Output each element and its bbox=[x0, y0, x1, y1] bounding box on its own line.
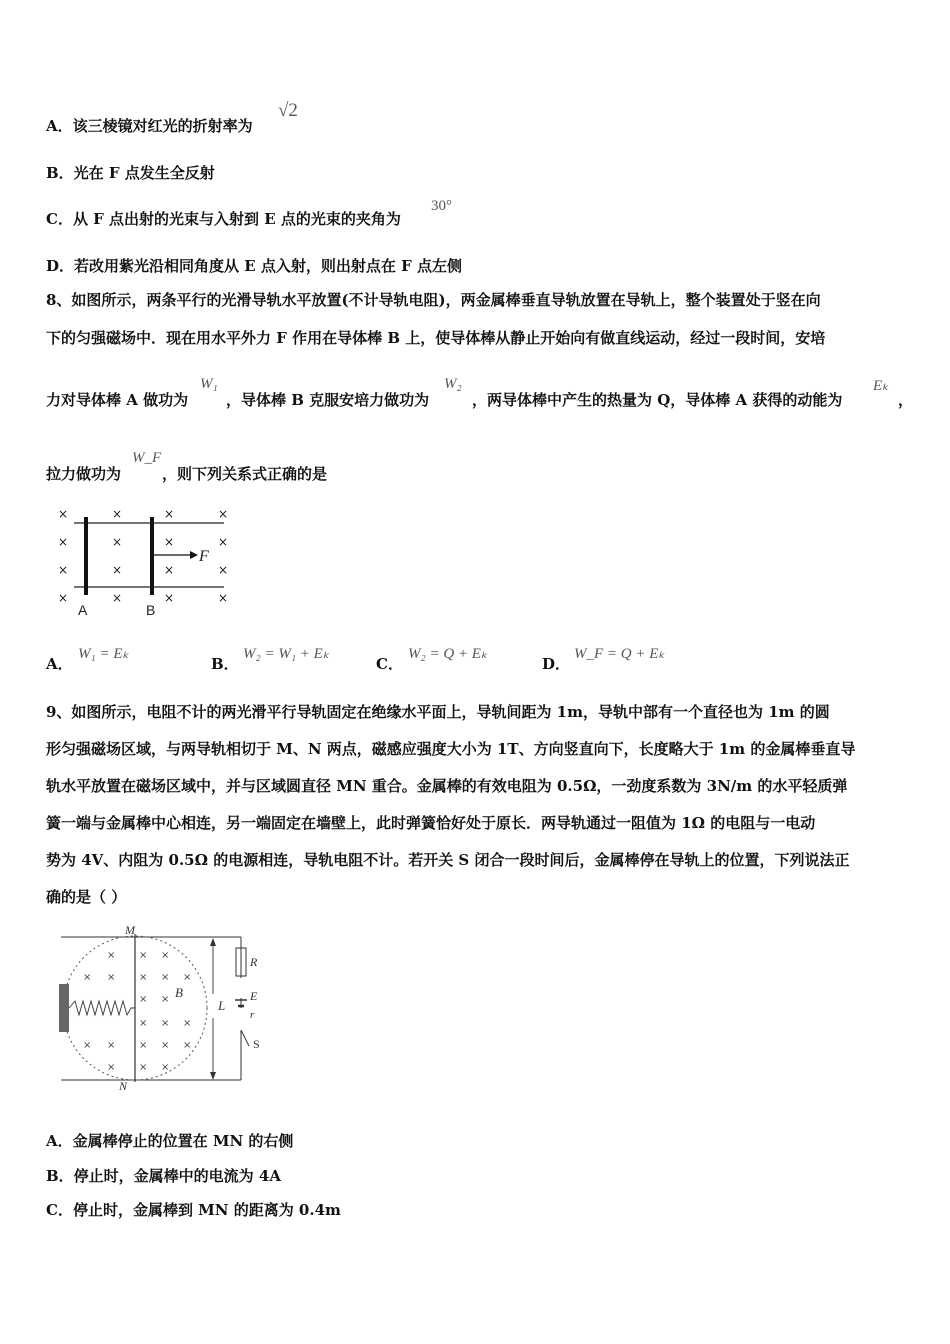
q8-cross: × bbox=[164, 535, 175, 549]
q7-option-c bbox=[46, 209, 401, 229]
q8-cross: × bbox=[58, 591, 69, 605]
q8-ek: Eₖ bbox=[873, 378, 889, 394]
q8-line-2: 下的匀强磁场中．现在用水平外力 F 作用在导体棒 B 上，使导体棒从静止开始向有做直线运动，经过一段时间，安培 bbox=[46, 329, 826, 347]
q8-cross: × bbox=[218, 535, 229, 549]
q9-wall bbox=[59, 984, 69, 1032]
q9-cross: × bbox=[183, 1040, 192, 1051]
q8-rails-figure bbox=[52, 505, 237, 620]
q7-option-d: D．若改用紫光沿相同角度从 E 点入射，则出射点在 F 点左侧 bbox=[46, 257, 462, 275]
q8-cross: × bbox=[218, 591, 229, 605]
q9-cross: × bbox=[161, 1040, 170, 1051]
q9-label-s: S bbox=[253, 1037, 260, 1051]
q8-wf: W_F bbox=[132, 450, 162, 466]
q9-switch-s bbox=[241, 1030, 249, 1046]
q9-label-e: E bbox=[250, 989, 258, 1003]
q9-cross: × bbox=[161, 1018, 170, 1029]
q8-cross: × bbox=[218, 563, 229, 577]
q8-force-arrowhead bbox=[190, 551, 198, 559]
q9-option-b: B．停止时，金属棒中的电流为 4A bbox=[46, 1167, 281, 1185]
q9-length-arrowhead-top bbox=[210, 938, 216, 946]
q9-label-l: L bbox=[218, 998, 226, 1013]
q9-label-r-small: r bbox=[250, 1009, 255, 1021]
q7-option-b: B．光在 F 点发生全反射 bbox=[46, 164, 215, 182]
q9-label-b: B bbox=[175, 985, 183, 1000]
q9-line-1: 9、如图所示，电阻不计的两光滑平行导轨固定在绝缘水平面上，导轨间距为 1m，导轨中部有一个直径也为 1m 的圆 bbox=[46, 703, 830, 721]
q9-circuit-figure bbox=[55, 922, 270, 1092]
q8-cross: × bbox=[58, 507, 69, 521]
q8-w1: W₁ bbox=[200, 376, 218, 392]
q8-option-a-math: W₁ = Eₖ bbox=[78, 646, 129, 662]
q8-cross: × bbox=[164, 507, 175, 521]
q8-option-d-math: W_F = Q + Eₖ bbox=[574, 646, 665, 662]
q8-line-3c: ，两导体棒中产生的热量为 Q，导体棒 A 获得的动能为 bbox=[472, 391, 843, 409]
q8-label-b: B bbox=[146, 602, 156, 618]
q8-line-3d: ， bbox=[898, 391, 914, 409]
q8-w2: W₂ bbox=[444, 376, 462, 392]
q9-option-a: A．金属棒停止的位置在 MN 的右侧 bbox=[46, 1132, 294, 1150]
q8-line-4b: ，则下列关系式正确的是 bbox=[162, 465, 328, 483]
q8-cross: × bbox=[112, 591, 123, 605]
q9-line-3: 轨水平放置在磁场区域中，并与区域圆直径 MN 重合。金属棒的有效电阻为 0.5Ω，一劲度系数为 3N/m 的水平轻质弹 bbox=[46, 777, 848, 795]
q7-option-a-math: √2 bbox=[278, 100, 298, 121]
q9-cross: × bbox=[139, 950, 148, 961]
q9-cross: × bbox=[107, 1062, 116, 1073]
q7-option-c-text: C．从 F 点出射的光束与入射到 E 点的光束的夹角为 bbox=[46, 210, 401, 228]
q8-cross: × bbox=[112, 563, 123, 577]
q9-cross: × bbox=[139, 1018, 148, 1029]
q8-line-4a: 拉力做功为 bbox=[46, 465, 122, 483]
q9-cross: × bbox=[83, 1040, 92, 1051]
q7-option-a bbox=[46, 116, 253, 136]
q8-cross: × bbox=[112, 507, 123, 521]
q8-line-3a: 力对导体棒 A 做功为 bbox=[46, 391, 189, 409]
q8-line-3b: ，导体棒 B 克服安培力做功为 bbox=[226, 391, 430, 409]
q8-label-a: A bbox=[78, 602, 88, 618]
q8-option-a-label: A． bbox=[46, 655, 73, 673]
q8-label-f: F bbox=[199, 548, 209, 565]
q8-option-c-math: W₂ = Q + Eₖ bbox=[408, 646, 488, 662]
q9-line-6: 确的是（ ） bbox=[46, 888, 127, 906]
q9-cross: × bbox=[161, 1062, 170, 1073]
q8-option-b-math: W₂ = W₁ + Eₖ bbox=[243, 646, 330, 662]
q9-cross: × bbox=[107, 950, 116, 961]
q9-cross: × bbox=[183, 1018, 192, 1029]
q9-length-arrowhead-bottom bbox=[210, 1072, 216, 1080]
q9-cross: × bbox=[139, 972, 148, 983]
q9-cross: × bbox=[183, 972, 192, 983]
q9-cross: × bbox=[107, 972, 116, 983]
q8-cross: × bbox=[164, 591, 175, 605]
q9-cross: × bbox=[107, 1040, 116, 1051]
q8-cross: × bbox=[112, 535, 123, 549]
q9-wire-gap bbox=[237, 1008, 245, 1030]
q9-cross: × bbox=[139, 1062, 148, 1073]
q9-cross: × bbox=[139, 994, 148, 1005]
q8-cross: × bbox=[164, 563, 175, 577]
q8-cross: × bbox=[218, 507, 229, 521]
q7-option-c-math: 30° bbox=[431, 198, 452, 214]
q9-spring bbox=[69, 1001, 135, 1015]
q8-option-d-label: D． bbox=[542, 655, 571, 673]
q8-option-c-label: C． bbox=[376, 655, 403, 673]
q9-wire-gap bbox=[237, 978, 245, 998]
q8-cross: × bbox=[58, 563, 69, 577]
q9-line-2: 形匀强磁场区域，与两导轨相切于 M、N 两点，磁感应强度大小为 1T、方向竖直向下，长度略大于 1m 的金属棒垂直导 bbox=[46, 740, 856, 758]
q9-cross: × bbox=[139, 1040, 148, 1051]
q7-option-a-text: A．该三棱镜对红光的折射率为 bbox=[46, 117, 253, 135]
q9-line-4: 簧一端与金属棒中心相连，另一端固定在墙壁上，此时弹簧恰好处于原长．两导轨通过一阻值为 1Ω 的电阻与一电动 bbox=[46, 814, 816, 832]
q9-line-5: 势为 4V、内阻为 0.5Ω 的电源相连，导轨电阻不计。若开关 S 闭合一段时间后，金属棒停在导轨上的位置，下列说法正 bbox=[46, 851, 850, 869]
q9-cross: × bbox=[83, 972, 92, 983]
q9-cross: × bbox=[161, 994, 170, 1005]
q8-cross: × bbox=[58, 535, 69, 549]
q9-cross: × bbox=[161, 950, 170, 961]
q8-option-b-label: B． bbox=[211, 655, 239, 673]
q9-option-c: C．停止时，金属棒到 MN 的距离为 0.4m bbox=[46, 1201, 341, 1219]
q9-cross: × bbox=[161, 972, 170, 983]
q8-line-1: 8、如图所示，两条平行的光滑导轨水平放置(不计导轨电阻)，两金属棒垂直导轨放置在导轨上，整个装置处于竖在向 bbox=[46, 291, 821, 309]
q9-label-n: N bbox=[119, 1079, 128, 1092]
q9-label-m: M bbox=[125, 923, 135, 937]
q9-label-r: R bbox=[250, 955, 258, 969]
